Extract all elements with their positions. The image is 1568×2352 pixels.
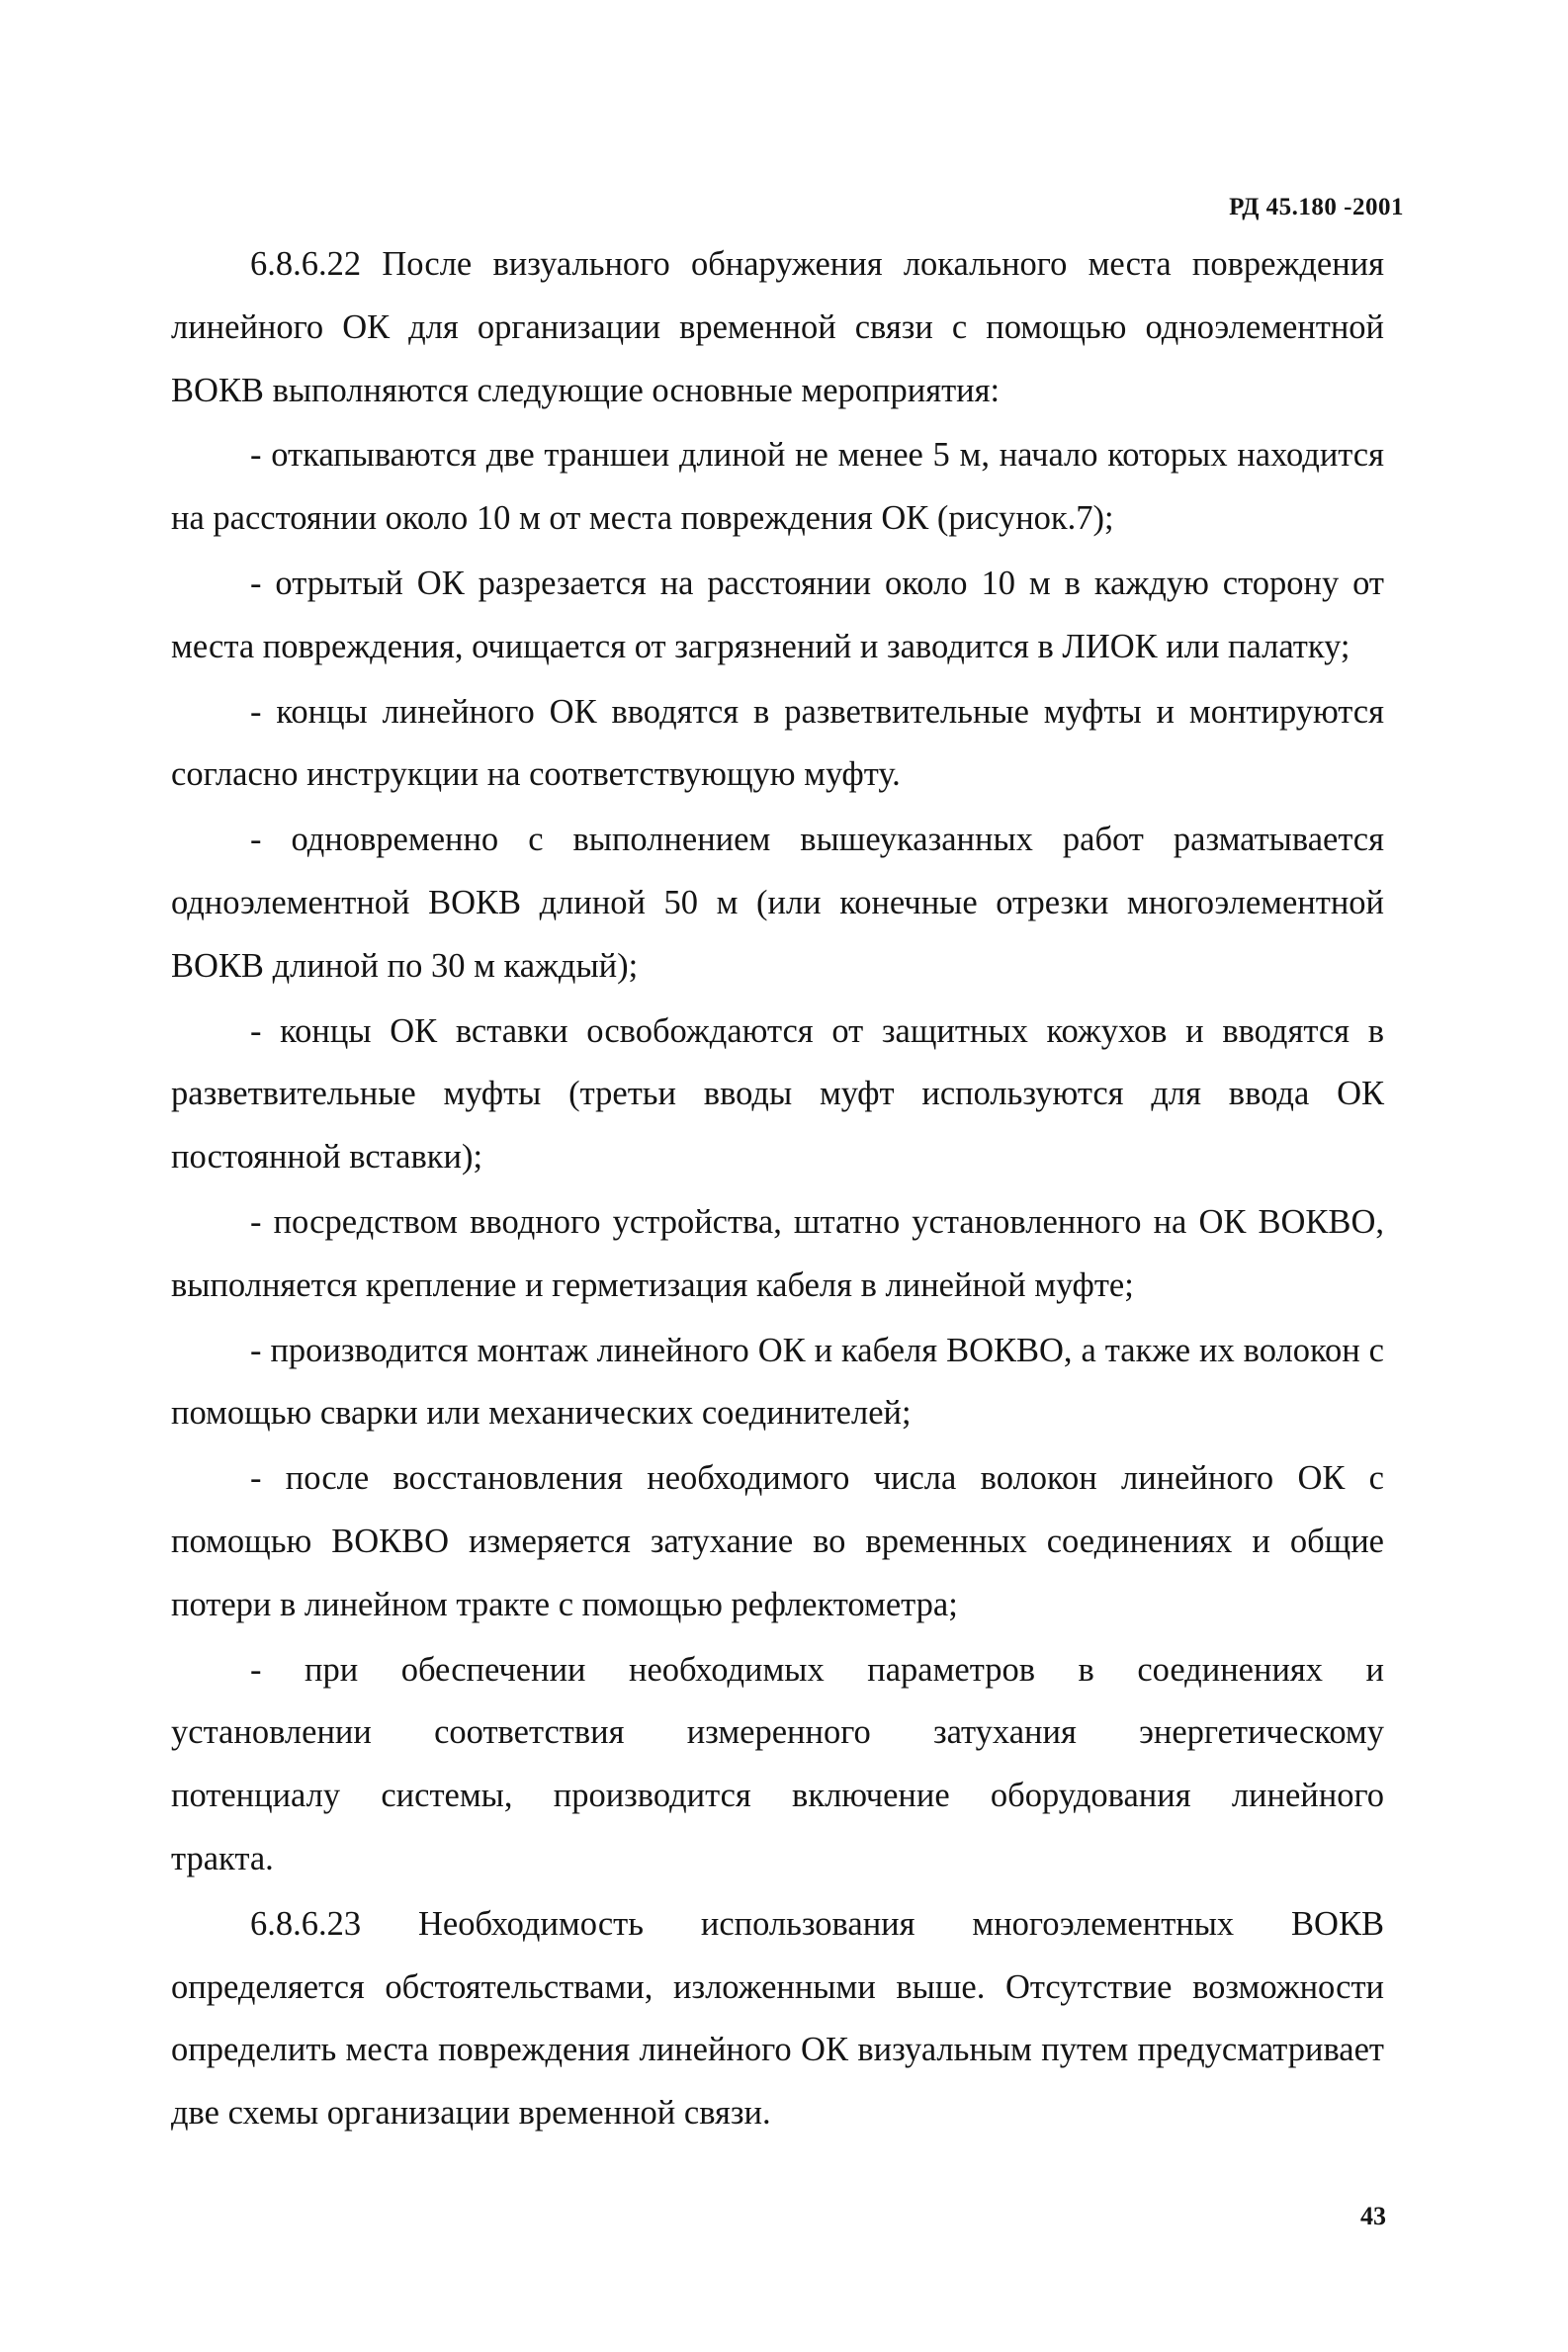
list-item-splicing: - производится монтаж линейного ОК и кабеля ВОКВО, а также их волокон с помощью сварки или механических соединителей;: [171, 1331, 1384, 1433]
list-item-trenches: - откапываются две траншеи длиной не менее 5 м, начало которых находится на расстоянии около 10 м от места повреждения ОК (рисунок.7);: [171, 436, 1384, 538]
list-item-cut-cable: - отрытый ОК разрезается на расстоянии около 10 м в каждую сторону от места повреждения, очищается от загрязнений и заводится в ЛИОК или палатку;: [171, 564, 1384, 665]
paragraph-6-8-6-22: 6.8.6.22 После визуального обнаружения локального места повреждения линейного ОК для организации временной связи с помощью одноэлементной ВОКВ выполняются следующие основные мероприятия:: [171, 245, 1384, 409]
list-item-measurement: - после восстановления необходимого числа волокон линейного ОК с помощью ВОКВО измеряется затухание во временных соединениях и общие потери в линейном тракте с помощью рефлектометра;: [171, 1459, 1384, 1623]
list-item-insert-ends: - концы ОК вставки освобождаются от защитных кожухов и вводятся в разветвительные муфты (третьи вводы муфт используются для ввода ОК постоянной вставки);: [171, 1011, 1384, 1176]
page-number: 43: [1360, 2202, 1386, 2230]
document-code-header: РД 45.180 -2001: [1229, 194, 1404, 220]
list-item-equipment-on: - при обеспечении необходимых параметров в соединениях и установлении соответствия измеренного затухания энергетическому потенциалу системы, производится включение оборудования линейного тракта.: [171, 1650, 1384, 1877]
list-item-cable-ends: - концы линейного ОК вводятся в разветвительные муфты и монтируются согласно инструкции на соответствующую муфту.: [171, 692, 1384, 794]
list-item-input-device: - посредством вводного устройства, штатно установленного на ОК ВОКВО, выполняется крепление и герметизация кабеля в линейной муфте;: [171, 1202, 1384, 1304]
list-item-unwind-vokv: - одновременно с выполнением вышеуказанных работ разматывается одноэлементной ВОКВ длиной 50 м (или конечные отрезки многоэлементной ВОКВ длиной по 30 м каждый);: [171, 821, 1384, 985]
body-text: [171, 233, 1384, 2147]
paragraph-6-8-6-23: 6.8.6.23 Необходимость использования многоэлементных ВОКВ определяется обстоятельствами, изложенными выше. Отсутствие возможности определить места повреждения линейного ОК визуальным путем предусматривает две схемы организации временной связи.: [171, 1904, 1384, 2133]
